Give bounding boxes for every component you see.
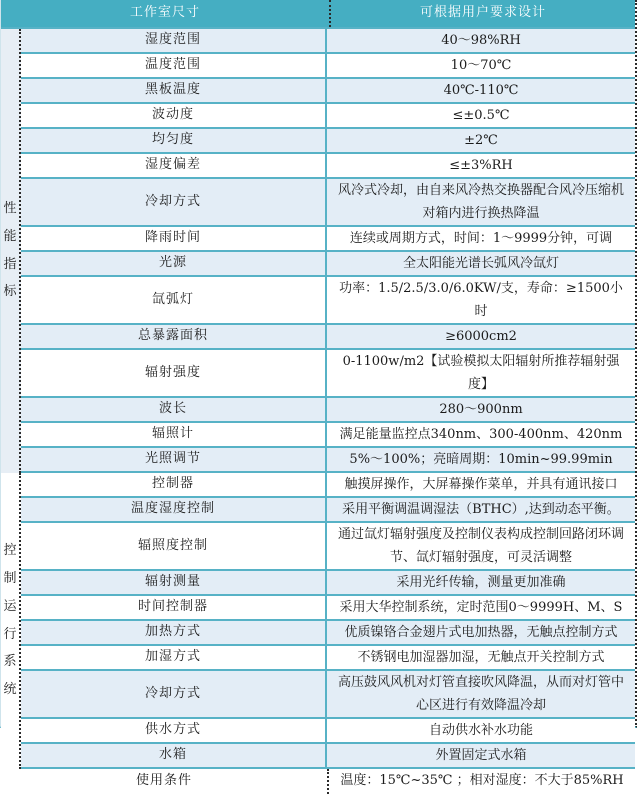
section-rows — [21, 473, 635, 769]
section-label-char: 运 — [3, 598, 17, 614]
spec-row — [21, 54, 635, 79]
section-label-char: 行 — [3, 626, 17, 642]
spec-name: 水箱 — [21, 744, 327, 767]
spec-row — [21, 571, 635, 596]
spec-value: 触摸屏操作，大屏幕操作菜单，并具有通讯接口 — [344, 477, 618, 492]
spec-row — [21, 744, 635, 769]
section-control-operation-system — [1, 473, 635, 769]
spec-name: 波长 — [21, 398, 327, 421]
spec-row — [21, 29, 635, 54]
spec-row — [21, 523, 635, 571]
spec-value: ±2℃ — [464, 133, 498, 148]
spec-row — [21, 252, 635, 277]
spec-row — [21, 398, 635, 423]
spec-name: 湿度范围 — [21, 29, 327, 52]
spec-row — [21, 621, 635, 646]
spec-row — [21, 154, 635, 179]
spec-value: 功率：1.5/2.5/3.0/6.0KW/支，寿命：≥1500小时 — [339, 281, 623, 319]
spec-value: 优质镍铬合金翅片式电加热器，无触点控制方式 — [344, 625, 618, 640]
table-body — [1, 29, 635, 769]
spec-row — [21, 596, 635, 621]
spec-value: 满足能量监控点340nm、300-400nm、420nm — [339, 427, 623, 442]
spec-value: 外置固定式水箱 — [435, 748, 527, 763]
spec-row — [21, 179, 635, 227]
spec-row — [21, 646, 635, 671]
spec-row — [21, 473, 635, 498]
spec-value: ≥6000cm2 — [445, 329, 517, 344]
usage-conditions-value: 温度：15℃~35℃ ；相对湿度：不大于85%RH — [340, 773, 624, 789]
spec-value: 40～98%RH — [441, 33, 521, 48]
spec-row — [21, 79, 635, 104]
spec-value: 连续或周期方式，时间：1～9999分钟，可调 — [349, 231, 613, 246]
spec-row — [21, 129, 635, 154]
spec-value: 全太阳能光谱长弧风冷氙灯 — [402, 256, 559, 271]
spec-name: 加热方式 — [21, 621, 327, 644]
section-performance-indicators — [1, 29, 635, 473]
spec-value: ≤±0.5℃ — [452, 108, 510, 123]
spec-value: 自动供水补水功能 — [428, 723, 533, 738]
section-label-char: 制 — [3, 570, 17, 586]
spec-value: 采用大华控制系统，定时范围0～9999H、M、S — [339, 600, 623, 615]
section-vertical-label — [1, 473, 21, 769]
section-vertical-label — [1, 29, 21, 473]
section-label-char: 指 — [3, 256, 17, 272]
spec-name: 氙弧灯 — [21, 277, 327, 323]
spec-row — [21, 325, 635, 350]
section-label-char: 统 — [3, 682, 17, 698]
spec-name: 供水方式 — [21, 719, 327, 742]
spec-value: 采用光纤传输，测量更加准确 — [396, 575, 566, 590]
spec-row — [21, 423, 635, 448]
spec-value: 5%～100%；亮暗周期：10min~99.99min — [349, 452, 613, 467]
spec-value: 40℃-110℃ — [443, 83, 519, 98]
spec-value: ≤±3%RH — [449, 158, 513, 173]
spec-row — [21, 104, 635, 129]
spec-name: 波动度 — [21, 104, 327, 127]
spec-name: 光照调节 — [21, 448, 327, 471]
spec-row — [21, 671, 635, 719]
spec-value: 0-1100w/m2【试验模拟太阳辐射所推荐辐射强度】 — [342, 354, 620, 392]
spec-row — [21, 498, 635, 523]
header-cell-workspace-size: 工作室尺寸 — [129, 5, 200, 21]
spec-value: 通过氙灯辐射强度及控制仪表构成控制回路闭环调节、氙灯辐射强度，可灵活调整 — [337, 527, 624, 565]
spec-name: 湿度偏差 — [21, 154, 327, 177]
spec-name: 辐射测量 — [21, 571, 327, 594]
usage-conditions-row — [1, 769, 635, 794]
spec-name: 温度湿度控制 — [21, 498, 327, 521]
spec-name: 辐射强度 — [21, 350, 327, 396]
usage-conditions-label: 使用条件 — [1, 769, 329, 794]
spec-name: 均匀度 — [21, 129, 327, 152]
spec-row — [21, 448, 635, 473]
spec-name: 冷却方式 — [21, 179, 327, 225]
spec-row — [21, 719, 635, 744]
spec-value: 280～900nm — [439, 402, 523, 417]
spec-value: 采用平衡调温调湿法（BTHC）,达到动态平衡。 — [342, 502, 620, 517]
spec-name: 温度范围 — [21, 54, 327, 77]
spec-value: 风冷式冷却，由自来风冷热交换器配合风冷压缩机对箱内进行换热降温 — [337, 183, 624, 221]
section-label-char: 系 — [3, 654, 17, 670]
spec-name: 降雨时间 — [21, 227, 327, 250]
spec-name: 辐照计 — [21, 423, 327, 446]
section-label-char: 能 — [3, 228, 17, 244]
spec-name: 黑板温度 — [21, 79, 327, 102]
section-label-char: 控 — [3, 542, 17, 558]
spec-name: 辐照度控制 — [21, 523, 327, 569]
spec-row — [21, 227, 635, 252]
section-label-char: 标 — [3, 284, 17, 300]
spec-value: 高压鼓风风机对灯管直接吹风降温，从而对灯管中心区进行有效降温冷却 — [337, 675, 624, 713]
spec-name: 冷却方式 — [21, 671, 327, 717]
section-label-char: 性 — [3, 200, 17, 216]
spec-value: 不锈钢电加湿器加湿，无触点开关控制方式 — [357, 650, 605, 665]
spec-name: 时间控制器 — [21, 596, 327, 619]
section-rows — [21, 29, 635, 473]
spec-name: 控制器 — [21, 473, 327, 496]
header-cell-custom-design: 可根据用户要求设计 — [329, 0, 635, 27]
spec-name: 加湿方式 — [21, 646, 327, 669]
spec-name: 总暴露面积 — [21, 325, 327, 348]
table-header-row — [1, 0, 635, 29]
spec-value: 10～70℃ — [450, 58, 512, 73]
spec-row — [21, 277, 635, 325]
spec-name: 光源 — [21, 252, 327, 275]
spec-row — [21, 350, 635, 398]
